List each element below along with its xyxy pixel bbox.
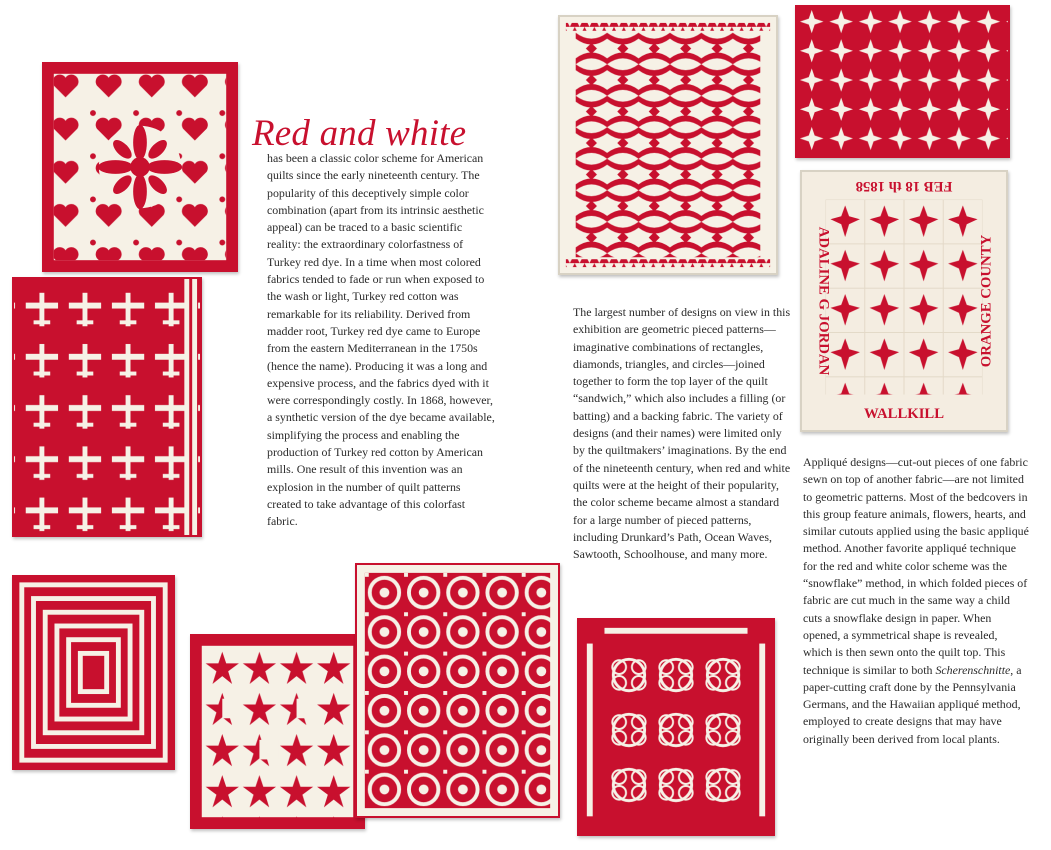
wreath-applique-quilt (577, 618, 775, 836)
scherenschnitte-term: Scherenschnitte (935, 662, 1011, 677)
page-heading: Red and white (252, 113, 467, 154)
quilt-inscription-bottom: WALLKILL (863, 406, 945, 423)
concentric-squares-quilt (12, 575, 175, 770)
quilt-inscription-left: ADALINE G JORDAN (815, 226, 832, 376)
applique-text-part-1: Appliqué designs—cut-out pieces of one fabric sewn on top of another fabric—are not limited to geometric patterns. Most of the bedcovers in this group feature animals, flowers, hearts, and similar cutouts applied using the basic appliqué method. Another favorite appliqué technique for the red and white color scheme was the “snowflake” method, in which folded pieces of fabric are cut much in the same way a child cuts a snowflake design in paper. When opened, a symmetrical shape is revealed, which is then sewn onto the quilt top. This technique is similar to both (803, 455, 1029, 677)
star-and-cross-quilt (190, 634, 365, 829)
quilt-inscription-right: ORANGE COUNTY (978, 234, 995, 368)
intro-paragraph: has been a classic color scheme for American quilts since the early nineteenth century. The popularity of this deceptively simple color combination (apart from its intrinsic aesthetic appeal) can be traced to a basic scientific reality: the extraordinary colorfastness of Turkey red dye. In a time when most colored fabrics tended to fade or run when exposed to the wash or light, Turkey red cotton was remarkable for its reliability. Derived from madder root, Turkey red dye came to Europe from the eastern Mediterranean in the 1750s (hence the name). Producing it was a long and expensive process, and the fabrics dyed with it were correspondingly costly. In 1868, however, a synthetic version of the dye became available, simplifying the process and enabling the production of Turkey red cotton by American mills. One result of this invention was an explosion in the number of quilt patterns created to take advantage of this colorfast fabric. (267, 151, 495, 529)
applique-designs-paragraph (803, 454, 1029, 748)
geometric-pieced-quilt (558, 15, 778, 275)
inscribed-snowflake-quilt (800, 170, 1008, 432)
applique-text-part-2: , a paper-cutting craft done by the Pennsylvania Germans, and the Hawaiian appliqué method, employed to create designs that may have originally been derived from local plants. (803, 662, 1022, 746)
airplane-quilt (12, 277, 202, 537)
quilt-inscription-top: FEB 18 th 1858 (855, 177, 953, 194)
applique-medallion-quilt (42, 62, 238, 272)
snowflake-pattern-quilt (795, 5, 1010, 158)
pieced-designs-paragraph: The largest number of designs on view in this exhibition are geometric pieced patterns—imaginative combinations of rectangles, diamonds, triangles, and circles—joined together to form the top layer of the quilt “sandwich,” which also includes a filling (or batting) and a backing fabric. The variety of designs (and their names) were limited only by the quiltmakers’ imaginations. By the end of the nineteenth century, when red and white quilts were at the height of their popularity, the color scheme became almost a standard for a large number of pieced patterns, including Drunkard’s Path, Ocean Waves, Sawtooth, Schoolhouse, and many more. (573, 305, 791, 562)
circles-quilt (355, 563, 560, 818)
